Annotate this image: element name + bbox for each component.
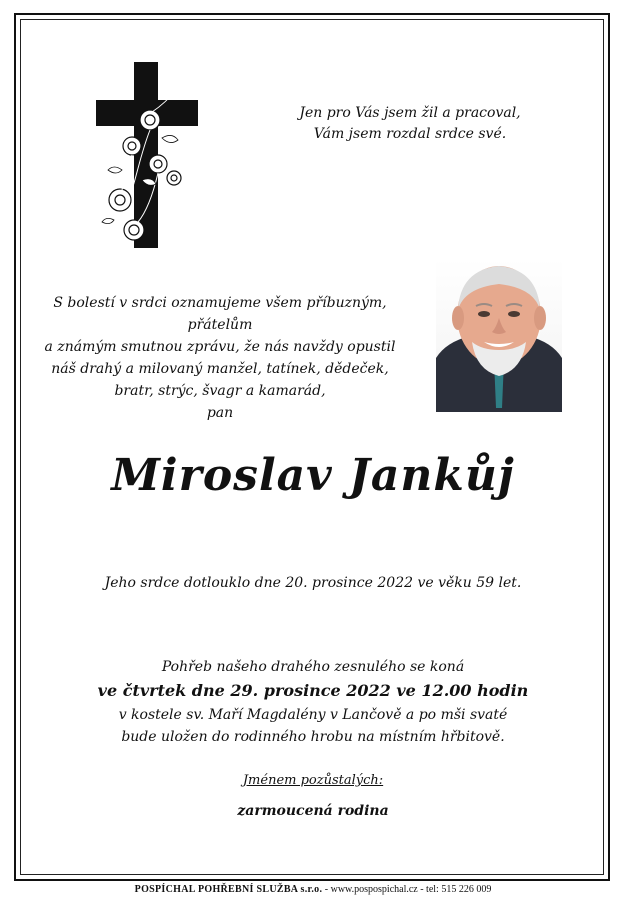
announcement-line-2: a známým smutnou zprávu, že nás navždy opustil bbox=[44, 339, 396, 355]
funeral-line-1: Pohřeb našeho drahého zesnulého se koná bbox=[161, 659, 465, 675]
announcement-line-4: bratr, strýc, švagr a kamarád, bbox=[114, 383, 326, 399]
family-signature: zarmoucená rodina bbox=[237, 803, 389, 819]
motto-line-1: Jen pro Vás jsem žil a pracoval, bbox=[299, 105, 521, 121]
footer-company: POSPÍCHAL POHŘEBNÍ SLUŽBA s.r.o. bbox=[134, 884, 323, 895]
announcement-line-1: S bolestí v srdci oznamujeme všem příbuzným, přátelům bbox=[53, 295, 387, 333]
announcement-line-3: náš drahý a milovaný manžel, tatínek, dědeček, bbox=[51, 361, 389, 377]
cross-with-roses-icon bbox=[92, 60, 202, 250]
footer-contact: - www.pospospichal.cz - tel: 515 226 009 bbox=[322, 884, 492, 895]
announcement-text bbox=[20, 292, 420, 424]
announcement-line-5: pan bbox=[206, 405, 234, 421]
footer bbox=[0, 884, 626, 895]
motto-line-2: Vám jsem rozdal srdce své. bbox=[313, 126, 507, 142]
funeral-line-4: bude uložen do rodinného hrobu na místním hřbitově. bbox=[121, 729, 505, 745]
funeral-date-line: ve čtvrtek dne 29. prosince 2022 ve 12.00 hodin bbox=[97, 681, 529, 700]
on-behalf-label bbox=[20, 773, 606, 788]
deceased-name: Miroslav Jankůj bbox=[111, 450, 515, 501]
death-notice: Jeho srdce dotlouklo dne 20. prosince 2022 ve věku 59 let. bbox=[104, 575, 522, 591]
motto-verse bbox=[290, 103, 530, 145]
funeral-line-3: v kostele sv. Maří Magdalény v Lančově a po mši svaté bbox=[118, 707, 508, 723]
funeral-info bbox=[20, 656, 606, 748]
portrait-photo bbox=[436, 258, 562, 412]
on-behalf-text: Jménem pozůstalých: bbox=[242, 773, 384, 788]
